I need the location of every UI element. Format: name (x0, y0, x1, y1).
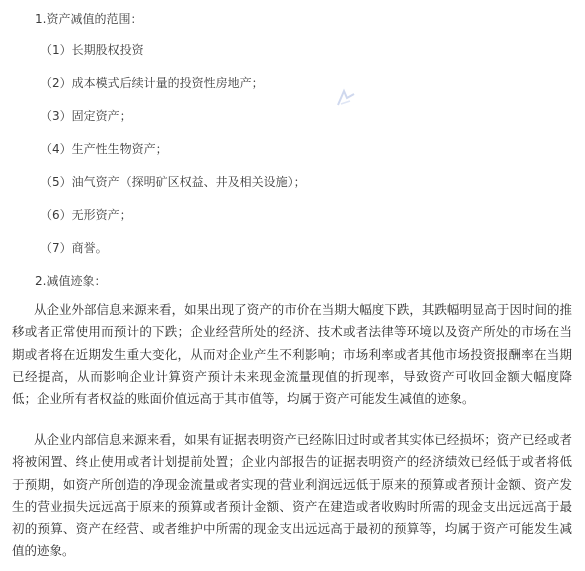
section-heading-scope: 1.资产减值的范围： (35, 12, 143, 26)
list-item: （2）成本模式后续计量的投资性房地产； (40, 76, 264, 90)
list-item: （5）油气资产（探明矿区权益、井及相关设施）； (40, 175, 306, 189)
scan-artifact-mark (335, 86, 357, 108)
list-item: （1）长期股权投资 (40, 43, 144, 57)
list-item: （4）生产性生物资产； (40, 142, 168, 156)
list-item: （7）商誉。 (40, 241, 108, 255)
paragraph-external-sources: 从企业外部信息来源来看，如果出现了资产的市价在当期大幅度下跌，其跌幅明显高于因时间的推移或者正常使用而预计的下跌；企业经营所处的经济、技术或者法律等环境以及资产所处的市场在当期或者将在近期发生重大变化，从而对企业产生不利影响；市场利率或者其他市场投资报酬率在当期已经提高，从而影响企业计算资产预计未来现金流量现值的折现率，导致资产可收回金额大幅度降低；企业所有者权益的账面价值远高于其市值等，均属于资产可能发生减值的迹象。 (12, 302, 572, 407)
list-item: （6）无形资产； (40, 208, 132, 222)
list-item: （3）固定资产； (40, 109, 132, 123)
section-heading-indicators: 2.减值迹象： (35, 274, 107, 288)
paragraph-internal-sources: 从企业内部信息来源来看，如果有证据表明资产已经陈旧过时或者其实体已经损坏；资产已经或者将被闲置、终止使用或者计划提前处置；企业内部报告的证据表明资产的经济绩效已经低于或者将低于预期，如资产所创造的净现金流量或者实现的营业利润远远低于原来的预算或者预计金额、资产发生的营业损失远远高于原来的预算或者预计金额、资产在建造或者收购时所需的现金支出远远高于最初的预算、资产在经营、或者维护中所需的现金支出远远高于最初的预算等，均属于资产可能发生减值的迹象。 (12, 432, 572, 559)
